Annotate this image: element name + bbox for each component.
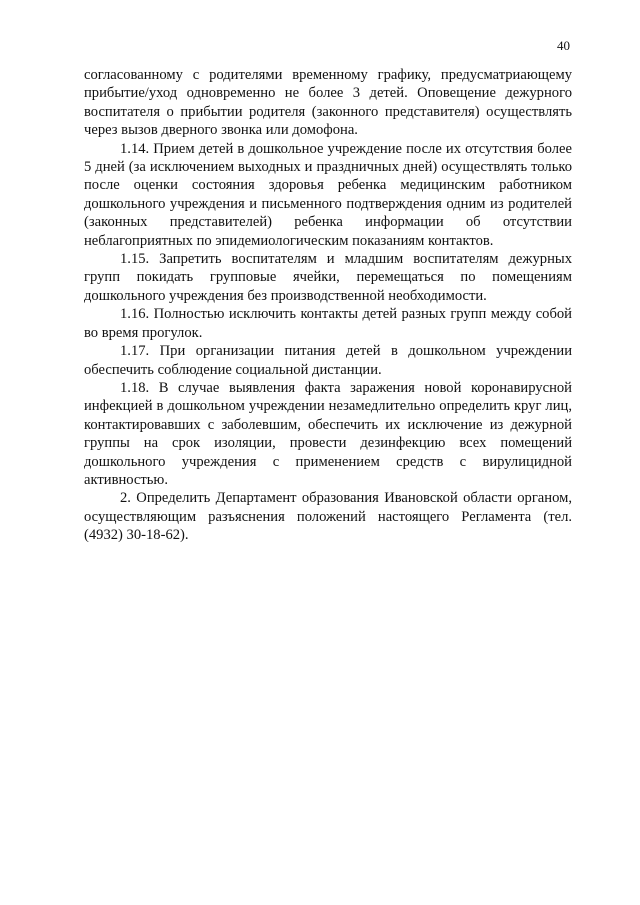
paragraph-1-14: 1.14. Прием детей в дошкольное учреждение после их отсутствия более 5 дней (за исключением выходных и праздничных дней) осуществлять только после оценки состояния здоровья ребенка медицинским работником дошкольного учреждения и письменного подтверждения одним из родителей (законных представителей) ребенка информации об отсутствии неблагоприятных по эпидемиологическим показаниям контактов. — [84, 140, 572, 249]
paragraph-1-18: 1.18. В случае выявления факта заражения новой коронавирусной инфекцией в дошкольном учреждении незамедлительно определить круг лиц, контактировавших с заболевшим, обеспечить их исключение из дежурной группы на срок изоляции, провести дезинфекцию всех помещений дошкольного учреждения с применением средств с вирулицидной активностью. — [84, 379, 572, 488]
paragraph-1-16: 1.16. Полностью исключить контакты детей разных групп между собой во время прогулок. — [84, 306, 572, 341]
paragraph-continuation: согласованному с родителями временному графику, предусматриающему прибытие/уход одновременно не более 3 детей. Оповещение дежурного воспитателя о прибытии родителя (законного представителя) осуществлять через вызов дверного звонка или домофона. — [84, 67, 572, 139]
paragraph-1-15: 1.15. Запретить воспитателям и младшим воспитателям дежурных групп покидать групповые ячейки, перемещаться по помещениям дошкольного учреждения без производственной необходимости. — [84, 251, 572, 304]
paragraph-1-17: 1.17. При организации питания детей в дошкольном учреждении обеспечить соблюдение социальной дистанции. — [84, 343, 572, 378]
paragraph-2: 2. Определить Департамент образования Ивановской области органом, осуществляющим разъяснения положений настоящего Регламента (тел. (4932) 30-18-62). — [84, 490, 572, 544]
document-body — [84, 66, 572, 545]
page-number: 40 — [557, 38, 570, 53]
